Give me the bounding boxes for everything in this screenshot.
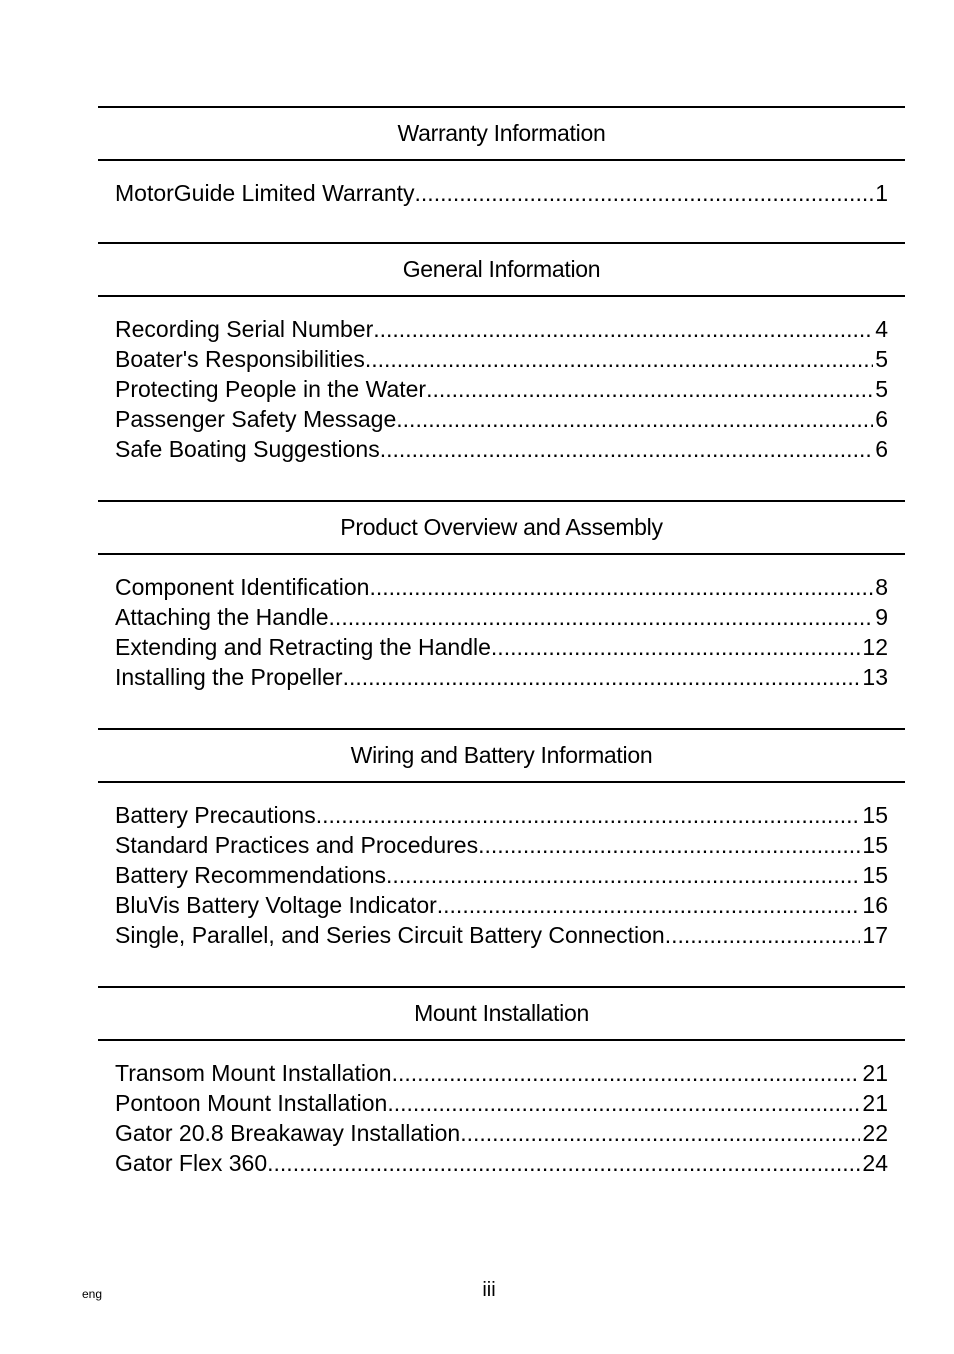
entry-title: Gator Flex 360 bbox=[115, 1150, 268, 1176]
dot-leader bbox=[396, 404, 873, 434]
section-heading: Product Overview and Assembly bbox=[98, 500, 905, 555]
entry-page-number: 5 bbox=[875, 346, 888, 372]
entry-list bbox=[98, 297, 905, 500]
entry-title: Installing the Propeller bbox=[115, 664, 343, 690]
entry-title: MotorGuide Limited Warranty bbox=[115, 180, 415, 206]
entry-page-number: 21 bbox=[862, 1090, 888, 1116]
dot-leader bbox=[369, 572, 873, 602]
entry-title: Protecting People in the Water bbox=[115, 376, 427, 402]
dot-leader bbox=[460, 1118, 860, 1148]
toc-entry[interactable] bbox=[115, 572, 888, 602]
toc-section bbox=[98, 500, 905, 728]
entry-page-number: 22 bbox=[862, 1120, 888, 1146]
entry-list bbox=[98, 783, 905, 986]
entry-page-number: 4 bbox=[875, 316, 888, 342]
entry-page-number: 8 bbox=[875, 574, 888, 600]
dot-leader bbox=[329, 602, 874, 632]
entry-title: Boater's Responsibilities bbox=[115, 346, 365, 372]
dot-leader bbox=[316, 800, 861, 830]
dot-leader bbox=[415, 178, 874, 208]
dot-leader bbox=[491, 632, 860, 662]
entry-title: Battery Recommendations bbox=[115, 862, 387, 888]
entry-title: Battery Precautions bbox=[115, 802, 316, 828]
dot-leader bbox=[386, 860, 860, 890]
entry-list bbox=[98, 1041, 905, 1214]
entry-page-number: 15 bbox=[862, 832, 888, 858]
entry-title: Passenger Safety Message bbox=[115, 406, 397, 432]
entry-title: BluVis Battery Voltage Indicator bbox=[115, 892, 437, 918]
toc-entry[interactable] bbox=[115, 344, 888, 374]
toc-entry[interactable] bbox=[115, 602, 888, 632]
entry-title: Single, Parallel, and Series Circuit Battery Connection bbox=[115, 922, 665, 948]
entry-title: Gator 20.8 Breakaway Installation bbox=[115, 1120, 461, 1146]
entry-page-number: 6 bbox=[875, 436, 888, 462]
entry-page-number: 9 bbox=[875, 604, 888, 630]
toc-entry[interactable] bbox=[115, 662, 888, 692]
table-of-contents bbox=[98, 106, 905, 1214]
dot-leader bbox=[373, 314, 873, 344]
entry-title: Safe Boating Suggestions bbox=[115, 436, 380, 462]
toc-entry[interactable] bbox=[115, 1058, 888, 1088]
toc-section bbox=[98, 106, 905, 242]
toc-entry[interactable] bbox=[115, 178, 888, 208]
entry-page-number: 24 bbox=[862, 1150, 888, 1176]
entry-page-number: 1 bbox=[875, 180, 888, 206]
toc-section bbox=[98, 242, 905, 500]
entry-page-number: 16 bbox=[862, 892, 888, 918]
entry-title: Attaching the Handle bbox=[115, 604, 329, 630]
entry-list bbox=[98, 161, 905, 242]
toc-section bbox=[98, 728, 905, 986]
section-heading: Wiring and Battery Information bbox=[98, 728, 905, 783]
dot-leader bbox=[478, 830, 860, 860]
toc-entry[interactable] bbox=[115, 830, 888, 860]
section-heading: General Information bbox=[98, 242, 905, 297]
entry-title: Recording Serial Number bbox=[115, 316, 374, 342]
toc-entry[interactable] bbox=[115, 800, 888, 830]
toc-entry[interactable] bbox=[115, 1148, 888, 1178]
toc-entry[interactable] bbox=[115, 920, 888, 950]
entry-page-number: 17 bbox=[862, 922, 888, 948]
dot-leader bbox=[267, 1148, 860, 1178]
entry-page-number: 13 bbox=[862, 664, 888, 690]
dot-leader bbox=[380, 434, 874, 464]
entry-page-number: 6 bbox=[875, 406, 888, 432]
toc-entry[interactable] bbox=[115, 1118, 888, 1148]
entry-list bbox=[98, 555, 905, 728]
toc-entry[interactable] bbox=[115, 314, 888, 344]
dot-leader bbox=[426, 374, 873, 404]
dot-leader bbox=[365, 344, 873, 374]
entry-page-number: 15 bbox=[862, 862, 888, 888]
section-heading: Mount Installation bbox=[98, 986, 905, 1041]
toc-section bbox=[98, 986, 905, 1214]
entry-title: Standard Practices and Procedures bbox=[115, 832, 479, 858]
toc-entry[interactable] bbox=[115, 434, 888, 464]
entry-title: Extending and Retracting the Handle bbox=[115, 634, 491, 660]
entry-title: Transom Mount Installation bbox=[115, 1060, 392, 1086]
dot-leader bbox=[392, 1058, 861, 1088]
toc-entry[interactable] bbox=[115, 1088, 888, 1118]
toc-entry[interactable] bbox=[115, 860, 888, 890]
entry-title: Pontoon Mount Installation bbox=[115, 1090, 388, 1116]
entry-page-number: 5 bbox=[875, 376, 888, 402]
footer-page-number: iii bbox=[482, 1279, 496, 1301]
entry-title: Component Identification bbox=[115, 574, 370, 600]
dot-leader bbox=[343, 662, 861, 692]
section-heading: Warranty Information bbox=[98, 106, 905, 161]
toc-entry[interactable] bbox=[115, 374, 888, 404]
dot-leader bbox=[665, 920, 861, 950]
dot-leader bbox=[437, 890, 861, 920]
entry-page-number: 21 bbox=[862, 1060, 888, 1086]
toc-entry[interactable] bbox=[115, 404, 888, 434]
toc-entry[interactable] bbox=[115, 632, 888, 662]
entry-page-number: 12 bbox=[862, 634, 888, 660]
toc-entry[interactable] bbox=[115, 890, 888, 920]
dot-leader bbox=[387, 1088, 860, 1118]
entry-page-number: 15 bbox=[862, 802, 888, 828]
footer-language: eng bbox=[82, 1287, 103, 1301]
